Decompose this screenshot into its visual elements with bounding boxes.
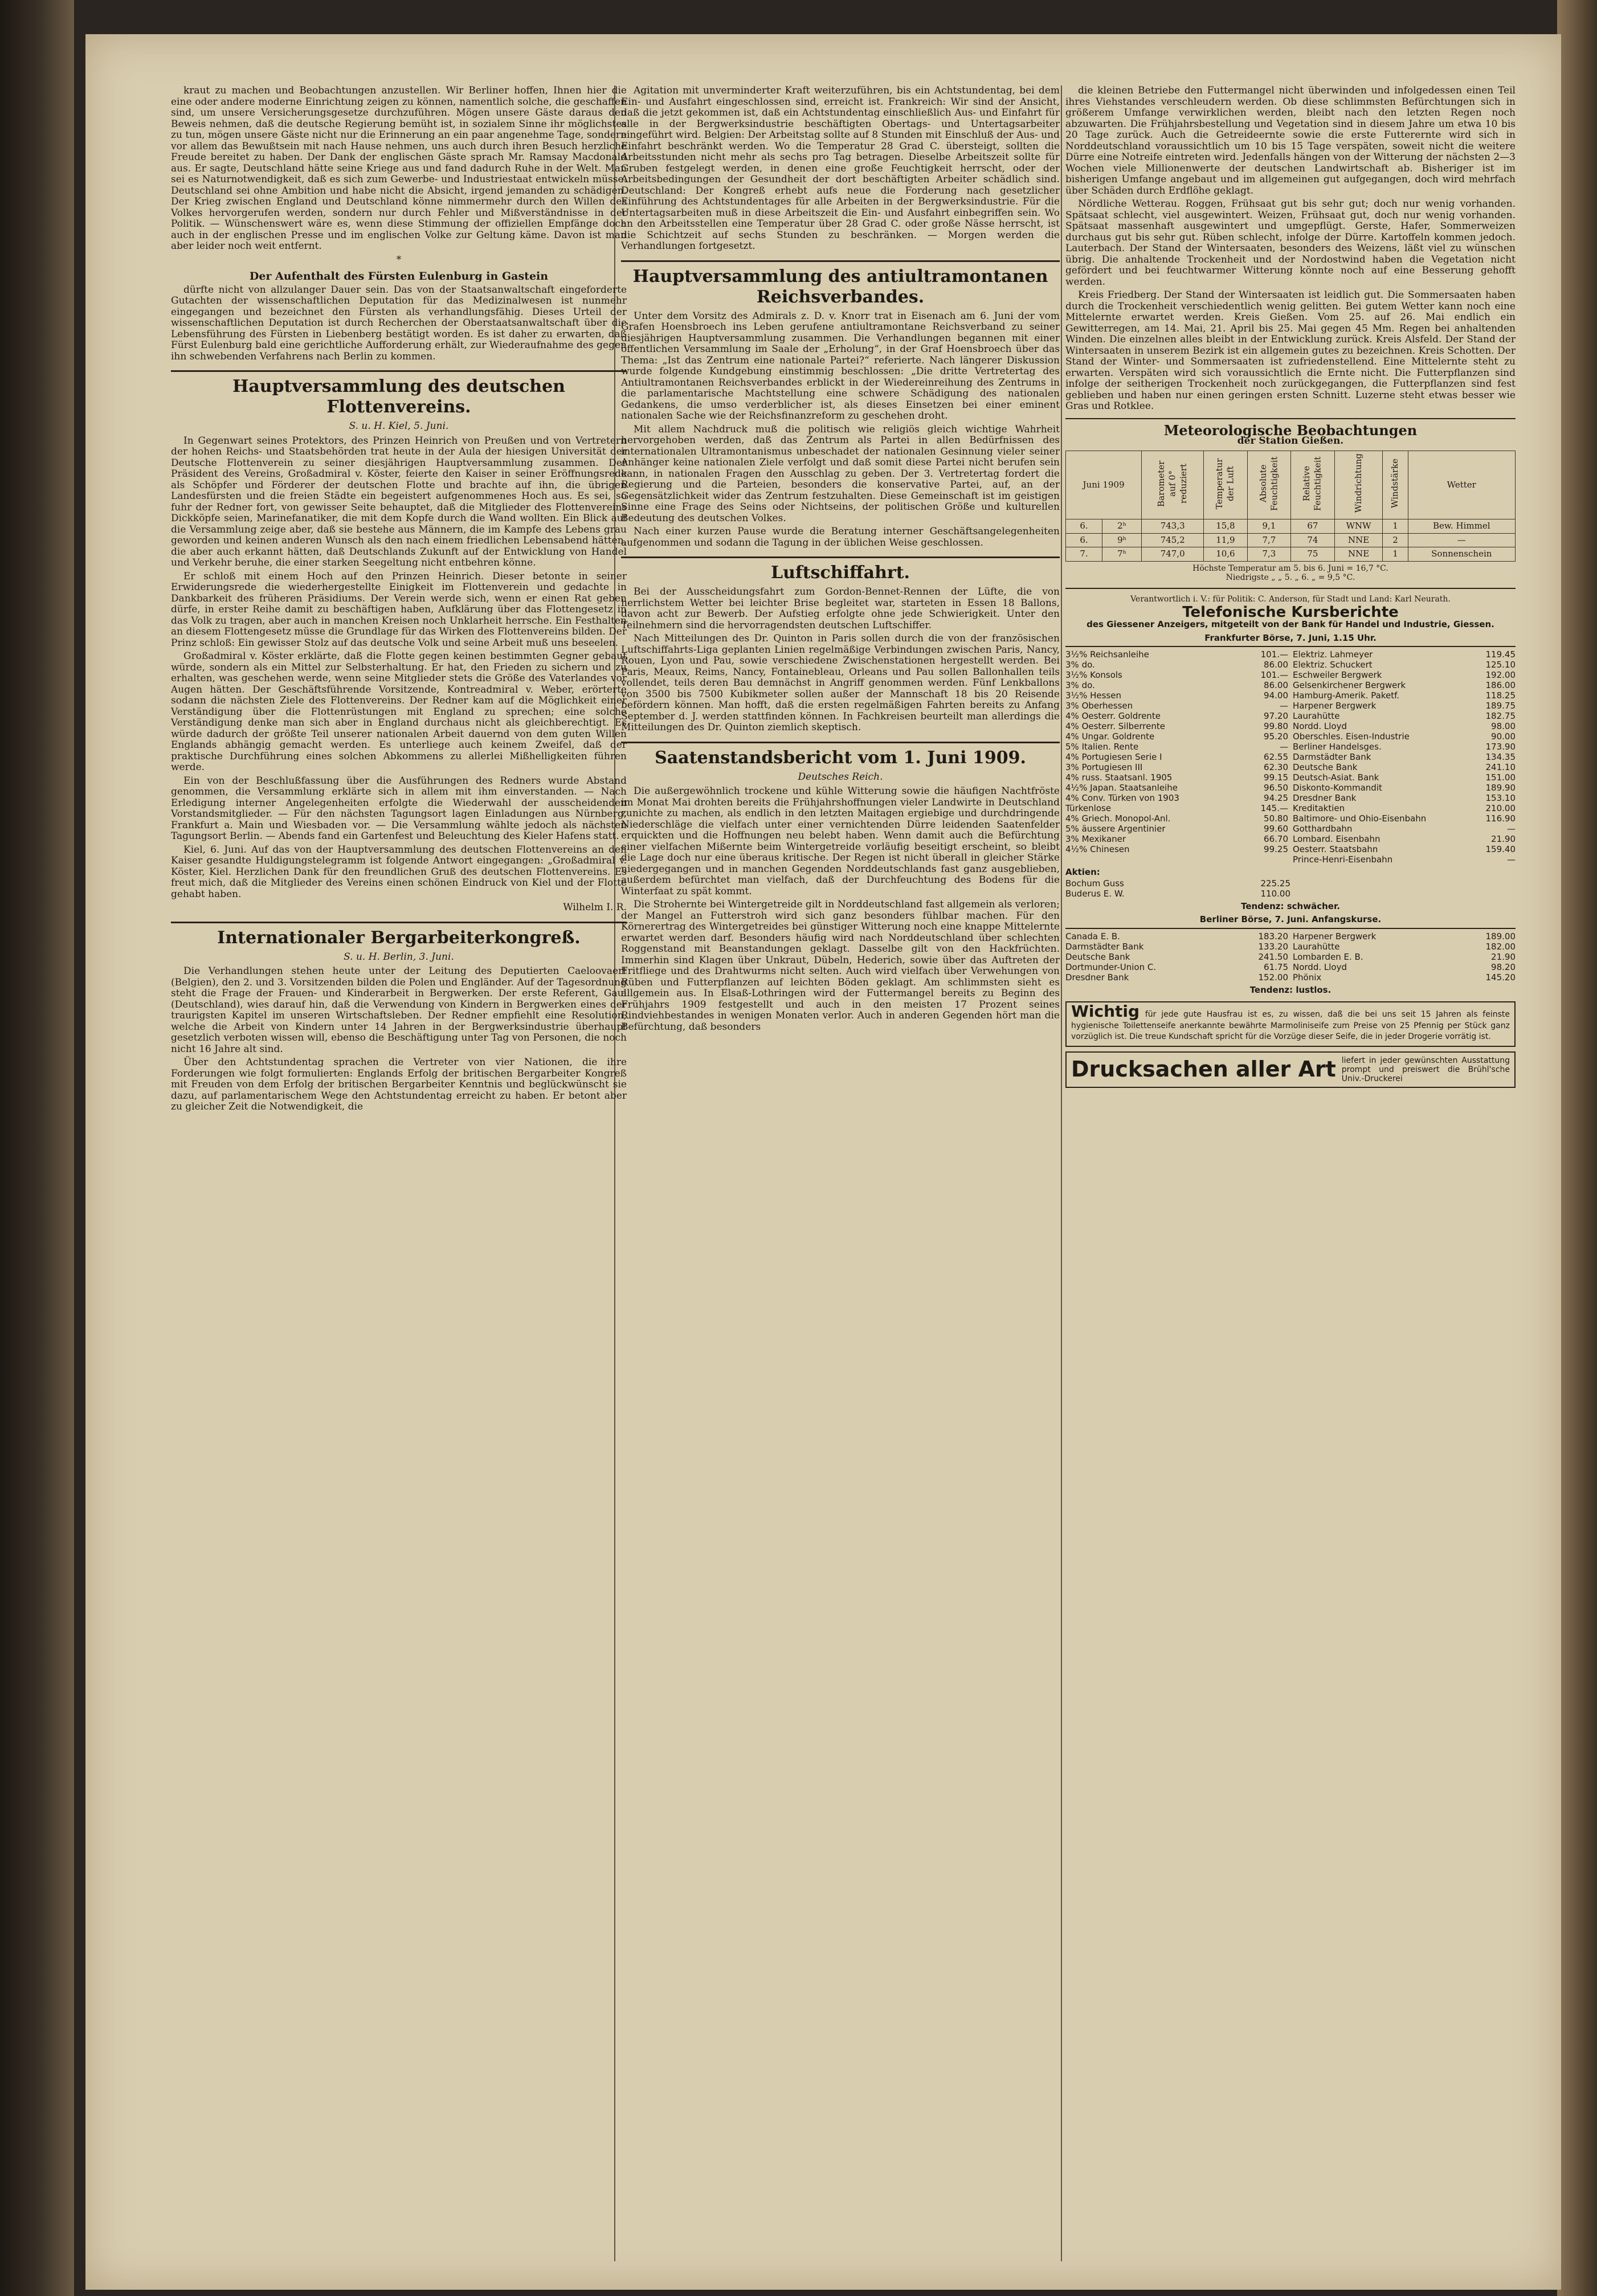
soap-advertisement bbox=[1065, 1001, 1516, 1047]
responsible-editors: Verantwortlich i. V.: für Politik: C. Anderson, für Stadt und Land: Karl Neurath. bbox=[1130, 594, 1451, 604]
meteorology-column-header: Barometer auf 0° reduziert bbox=[1142, 451, 1204, 519]
meteorology-cell: 2ʰ bbox=[1102, 519, 1141, 534]
quote-value: 189.75 bbox=[1485, 701, 1516, 711]
quote-row bbox=[1065, 952, 1288, 962]
frankfurt-quotes bbox=[1065, 646, 1516, 865]
quote-name: Harpener Bergwerk bbox=[1293, 931, 1377, 942]
meteorology-cell: 75 bbox=[1291, 547, 1335, 562]
meteorology-cell: 2 bbox=[1383, 533, 1408, 547]
meteorology-cell: 74 bbox=[1291, 533, 1335, 547]
bergarbeiter-paragraph: Über den Achtstundentag sprachen die Vertreter von vier Nationen, die ihre Forderungen wie folgt formulierten: Englands Erfolg der britischen Bergarbeiter Kongreß mit Freuden von dem Erfolg der britischen Bergarbeiter Kenntnis und beglückwünscht sie dazu, auf parlamentarischem Wege den Achtstundentag erreicht zu haben. Er betont aber zu gleicher Zeit die Notwendigkeit, die bbox=[171, 1057, 627, 1112]
meteorology-cell: NNE bbox=[1334, 533, 1383, 547]
frankfurt-heading: Frankfurter Börse, 7. Juni, 1.15 Uhr. bbox=[1204, 632, 1377, 643]
tendenz-berlin: Tendenz: lustlos. bbox=[1249, 984, 1331, 995]
quote-name: Baltimore- und Ohio-Eisenbahn bbox=[1293, 813, 1427, 824]
aktien-label: Aktien: bbox=[1065, 867, 1100, 877]
quote-name: Nordd. Lloyd bbox=[1293, 721, 1347, 731]
column-2 bbox=[621, 85, 1060, 2250]
quote-row bbox=[1293, 824, 1516, 834]
ad-text: für jede gute Hausfrau ist es, zu wissen, daß die bei uns seit 15 Jahren als feinste hygienische Toilettenseife anerkannte bewährte Marmoliniseife zum Preise von 25 Pfennig per Stück ganz vorzüglich ist. Die treue Kundschaft spricht für die Vorzüge dieser Seife, die in jeder Drogerie vorrätig ist. bbox=[1071, 1010, 1510, 1041]
bergarbeiter-heading: Internationaler Bergarbeiterkongreß. bbox=[171, 922, 627, 948]
meteorology-cell: 7,3 bbox=[1247, 547, 1291, 562]
meteorology-column-header: Windstärke bbox=[1383, 451, 1408, 519]
quote-row bbox=[1293, 670, 1516, 680]
quote-row bbox=[1065, 962, 1288, 972]
quote-name: Harpener Bergwerk bbox=[1293, 701, 1377, 711]
column-3 bbox=[1065, 85, 1516, 2250]
quote-value: 145.— bbox=[1260, 803, 1288, 813]
quote-name: 3½% Konsols bbox=[1065, 670, 1122, 680]
newspaper-page bbox=[85, 34, 1561, 2290]
quote-row bbox=[1293, 690, 1516, 701]
column-1 bbox=[171, 85, 627, 2250]
flottenverein-dateline: S. u. H. Kiel, 5. Juni. bbox=[349, 420, 449, 432]
meteorology-cell: Bew. Himmel bbox=[1408, 519, 1515, 534]
quote-value: 173.90 bbox=[1485, 742, 1516, 752]
berlin-heading: Berliner Börse, 7. Juni. Anfangskurse. bbox=[1199, 914, 1382, 924]
wetterau-report: Nördliche Wetterau. Roggen, Frühsaat gut bis sehr gut; doch nur wenig vorhanden. Spätsaat schlecht, viel ausgewintert. Weizen, Frühsaat gut, doch nur wenig vorhanden. Spätsaat massenhaft ausgewintert und umgepflügt. Gerste, Hafer, Sommerweizen durchaus gut bis sehr gut. Rüben schlecht, infolge der Dürre. Kartoffeln kommen jedoch. Lauterbach. Der Stand der Wintersaaten, besonders des Weizens, läßt viel zu wünschen übrig. Die anhaltende Trockenheit und der Nordostwind haben die Vegetation nicht gefördert und bei feuchtwarmer Witterung könnte noch auf eine Besserung gehofft werden. bbox=[1065, 198, 1516, 288]
quote-value: 125.10 bbox=[1485, 660, 1516, 670]
quote-value: 145.20 bbox=[1485, 972, 1516, 983]
meteorology-cell: 10,6 bbox=[1204, 547, 1248, 562]
quote-row bbox=[1065, 942, 1288, 952]
quote-value: 101.— bbox=[1260, 670, 1288, 680]
quote-row bbox=[1293, 834, 1516, 844]
stock-report bbox=[1065, 603, 1516, 996]
quote-row bbox=[1293, 680, 1516, 690]
quote-row bbox=[1293, 711, 1516, 721]
quote-name: Lombarden E. B. bbox=[1293, 951, 1363, 962]
printing-advertisement bbox=[1065, 1051, 1516, 1088]
quote-value: 189.90 bbox=[1485, 783, 1516, 793]
quote-name: 4½% Japan. Staatsanleihe bbox=[1065, 783, 1178, 793]
meteorology-column-header: Juni 1909 bbox=[1066, 451, 1142, 519]
meteorology-cell: 7ʰ bbox=[1102, 547, 1141, 562]
max-temperature: Höchste Temperatur am 5. bis 6. Juni = 16,7 °C. bbox=[1192, 563, 1388, 573]
quote-row bbox=[1293, 701, 1516, 711]
quote-name: 3½% Hessen bbox=[1065, 690, 1121, 701]
quote-name: Türkenlose bbox=[1065, 803, 1112, 813]
quote-row bbox=[1293, 649, 1516, 660]
meteorology-cell: 11,9 bbox=[1204, 533, 1248, 547]
flottenverein-heading: Hauptversammlung des deutschen Flottenvereins. bbox=[171, 370, 627, 418]
flottenverein-paragraph: In Gegenwart seines Protektors, des Prinzen Heinrich von Preußen und von Vertretern der hohen Reichs- und Staatsbehörden trat heute in der Aula der hiesigen Universität der Deutsche Flottenverein zu seiner diesjährigen Hauptversammlung zusammen. Der Präsident des Vereins, Großadmiral v. Köster, feierte den Kaiser in seiner Eröffnungsrede als Schöpfer und Förderer der deutschen Flotte und brachte auf ihn, die übrigen Landesfürsten und die freien Städte ein begeistert aufgenommenes Hoch aus. Es sei, so fuhr der Redner fort, von gewisser Seite behauptet, daß die Mitglieder des Flottenvereins Dickköpfe seien, Marinefanatiker, die mit dem Kopfe durch die Wand wollten. Ein Blick auf die Versammlung zeige aber, daß sie bestehe aus Männern, die im Kampfe des Lebens grau geworden und keinen anderen Wunsch als den nach einem friedlichen Lebensabend hätten, die aber auch erkannt hätten, daß Deutschlands Zukunft auf der Entwicklung von Handel und Verkehr beruhe, die einer starken Seegeltung nicht entbehren könne. bbox=[171, 435, 627, 568]
quote-name: Phönix bbox=[1293, 972, 1322, 983]
ad-headline: Wichtig bbox=[1071, 1002, 1140, 1021]
meteorology-title: Meteorologische Beobachtungen bbox=[1163, 421, 1418, 439]
divider bbox=[1065, 588, 1516, 589]
quote-value: 98.00 bbox=[1491, 721, 1516, 731]
quote-value: 110.00 bbox=[1260, 888, 1290, 899]
quote-row bbox=[1293, 854, 1516, 865]
quotes-left bbox=[1065, 649, 1288, 865]
flottenverein-paragraph: Kiel, 6. Juni. Auf das von der Hauptversammlung des deutschen Flottenvereins an den Kaiser gesandte Huldigungstelegramm ist folgende Antwort eingegangen: „Großadmiral v. Köster, Kiel. Herzlichen Dank für den freundlichen Gruß des deutschen Flottenvereins. Es freut mich, daß die Mitglieder des Vereins einen schönen Eindruck von Kiel und der Flotte gehabt haben. bbox=[171, 844, 627, 900]
quote-row bbox=[1293, 813, 1516, 824]
meteorology-table bbox=[1065, 451, 1516, 562]
meteorology-cell: 745,2 bbox=[1142, 533, 1204, 547]
section-star: * bbox=[396, 253, 402, 265]
quote-name: 5% äussere Argentinier bbox=[1065, 824, 1166, 834]
quote-row bbox=[1065, 813, 1288, 824]
saatenstand-paragraph: Die Strohernte bei Wintergetreide gilt in Norddeutschland fast allgemein als verloren; der Mangel an Futterstroh wird sich ganz besonders fühlbar machen. Für den Körnerertrag des Wintergetreides bei günstiger Witterung noch eine knappe Mittelernte erwartet werden darf. Besonders häufig wird nach Norddeutschland über schlechten Roggenstand mit Beanstandungen geklagt. Dasselbe gilt von den Hackfrüchten. Immerhin sind Klagen über Unkraut, Dübeln, Hederich, sowie über das Auftreten der Fritfliege und des Drahtwurms nicht selten. Auch wird vielfach über Verwehungen von Rüben und Futterpflanzen auf leichten Böden geklagt. Am schlimmsten sieht es allgemein aus. In Elsaß-Lothringen wird der Futtermangel bereits zu Beginn des Frühjahrs 1909 festgestellt und auch in den meisten 17 Prozent seines Rindviehbestandes in wenigen Monaten verlor. Auch in anderen Gegenden hört man die Befürchtung, daß besonders bbox=[621, 899, 1060, 1033]
quote-row bbox=[1293, 962, 1516, 972]
meteorology-column-header: Wetter bbox=[1408, 451, 1515, 519]
antiultramontan-paragraph: Unter dem Vorsitz des Admirals z. D. v. Knorr trat in Eisenach am 6. Juni der vom Grafen Hoensbroech ins Leben gerufene antiultramontane Reichsverband zu seiner diesjährigen Hauptversammlung zusammen. Die Verhandlungen begannen mit einer öffentlichen Versammlung im Saale der „Erholung“, in der Graf Hoensbroech über das Thema: „Ist das Zentrum eine nationale Partei?“ referierte. Nach längerer Diskussion wurde folgende Kundgebung einstimmig beschlossen: „Die dritte Vertretertag des Antiultramontanen Reichsverbandes erblickt in der Wiedereinreihung des Zentrums in die parlamentarische Machtstellung eine schwere Schädigung des nationalen Gedankens, die umso verderblicher ist, als dieses Einsetzen bei einer eminent nationalen Sache wie der Reichsfinanzreform zu geschehen droht. bbox=[621, 310, 1060, 421]
quote-name: Laurahütte bbox=[1293, 711, 1340, 721]
quote-value: 62.55 bbox=[1264, 752, 1288, 762]
quote-name: 3½% Reichsanleihe bbox=[1065, 649, 1149, 660]
quote-name: Berliner Handelsges. bbox=[1293, 742, 1382, 752]
luftschiffahrt-paragraph: Bei der Ausscheidungsfahrt zum Gordon-Bennet-Rennen der Lüfte, die von herrlichstem Wetter bei leichter Brise begleitet war, starteten in Essen 18 Ballons, davon acht zur Bewerb. Der Aufstieg erfolgte ohne jede Schwierigkeit. Unter den Teilnehmern sind die hervorragendsten deutschen Luftschiffer. bbox=[621, 586, 1060, 631]
quote-name: Darmstädter Bank bbox=[1293, 752, 1371, 762]
kaiser-signature: Wilhelm I. R. bbox=[563, 902, 627, 913]
quote-value: 101.— bbox=[1260, 649, 1288, 660]
quote-name: Oberschles. Eisen-Industrie bbox=[1293, 731, 1410, 742]
quote-value: 153.10 bbox=[1485, 793, 1516, 803]
quote-value: 182.00 bbox=[1485, 941, 1516, 952]
quote-name: Gelsenkirchener Bergwerk bbox=[1293, 680, 1406, 690]
quote-row bbox=[1065, 803, 1288, 813]
quote-value: 21.90 bbox=[1491, 951, 1516, 962]
eulenburg-heading: Der Aufenthalt des Fürsten Eulenburg in Gastein bbox=[249, 270, 549, 283]
eulenburg-text: dürfte nicht von allzulanger Dauer sein. Das von der Staatsanwaltschaft eingeforderte Gutachten der wissenschaftlichen Deputation für das Medizinalwesen ist nunmehr eingegangen und bezeichnet den Fürsten als verhandlungsfähig. Dieses Urteil der wissenschaftlichen Deputation ist durch Recherchen der Oberstaatsanwaltschaft über die Lebensführung des Fürsten in Liebenberg bestätigt worden. Es ist daher zu erwarten, daß Fürst Eulenburg bald eine gerichtliche Aufforderung erhält, zur Wiederaufnahme des gegen ihn schwebenden Verfahrens nach Berlin zu kommen. bbox=[171, 284, 627, 362]
quote-name: Diskonto-Kommandit bbox=[1293, 783, 1382, 793]
quote-row bbox=[1293, 772, 1516, 783]
quote-name: Canada E. B. bbox=[1065, 931, 1120, 942]
quote-row bbox=[1065, 931, 1288, 942]
meteorology-row bbox=[1066, 533, 1516, 547]
quote-row bbox=[1065, 660, 1288, 670]
quote-value: 186.00 bbox=[1485, 680, 1516, 690]
quote-row bbox=[1065, 721, 1288, 731]
saatenstand-continued: die kleinen Betriebe den Futtermangel nicht überwinden und infolgedessen einen Teil ihres Viehstandes verschleudern werden. Ob diese schlimmsten Befürchtungen sich in größerem Umfange verwirklichen werden, bleibt nach den letzten Regen noch abzuwarten. Die Frühjahrsbestellung und Vegetation sind in diesem Jahre um etwa 10 bis 20 Tage zurück. Auch die Getreideernte sowie die erste Futterernte wird sich in Norddeutschland voraussichtlich um 10 bis 15 Tage verspäten, soweit nicht die weitere Dürre eine Notreife eintreten wird. Jedenfalls hängen von der Witterung der nächsten 2—3 Wochen viele Millionenwerte der deutschen Landwirtschaft ab. Bisheriger ist im bisherigen Umfange angebaut und im allgemeinen gut aufgegangen, doch wird mehrfach über Schäden durch Erdflöhe geklagt. bbox=[1065, 85, 1516, 197]
quote-value: 95.20 bbox=[1264, 731, 1288, 742]
antiultramontan-heading: Hauptversammlung des antiultramontanen Reichsverbandes. bbox=[621, 260, 1060, 308]
quote-value: 99.15 bbox=[1264, 772, 1288, 783]
quote-row bbox=[1293, 844, 1516, 854]
adjacent-page-edge bbox=[1557, 0, 1597, 2296]
meteorology-subtitle: der Station Gießen. bbox=[1237, 435, 1344, 447]
quote-name: 4% Oesterr. Goldrente bbox=[1065, 711, 1161, 721]
quote-row bbox=[1293, 742, 1516, 752]
quote-value: 151.00 bbox=[1485, 772, 1516, 783]
quote-name: 4% Portugiesen Serie I bbox=[1065, 752, 1162, 762]
quote-value: 62.30 bbox=[1264, 762, 1288, 772]
flottenverein-paragraph: Ein von der Beschlußfassung über die Ausführungen des Redners wurde Abstand genommen, die Versammlung erklärte sich in allem mit ihm einverstanden. — Nach Erledigung interner Angelegenheiten erfolgte die Wiederwahl der ausscheidenden Vorstandsmitglieder. — Für den nächsten Tagungsort lagen Einladungen aus Nürnberg, Frankfurt a. Main und Wiesbaden vor. — Die Versammlung wählte jedoch als nächsten Tagungsort Berlin. — Abends fand ein Gartenfest und Beleuchtung des Kieler Hafens statt. bbox=[171, 775, 627, 842]
quote-name: Buderus E. W. bbox=[1065, 888, 1125, 899]
quote-row bbox=[1065, 670, 1288, 680]
bergarbeiter-paragraph: Die Verhandlungen stehen heute unter der Leitung des Deputierten Caeloovaert (Belgien), den 2. und 3. Vorsitzenden bilden die Polen und Engländer. Auf der Tagesordnung steht die Frage der Frauen- und Kinderarbeit in Bergwerken. Der erste Referent, Gaul (Deutschland), wies darauf hin, daß die Verwendung von Kindern in Bergwerken eines der traurigsten Kapitel im unseren Wirtschaftsleben. Der Redner empfiehlt eine Resolution, welche die Arbeit von Kindern unter 14 Jahren in der Bergwerksindustrie überhaupt gesetzlich verboten wissen will, ebenso die Beschäftigung unter Tag von Personen, die noch nicht 16 Jahre alt sind. bbox=[171, 965, 627, 1055]
quote-row bbox=[1293, 952, 1516, 962]
quote-value: 159.40 bbox=[1485, 844, 1516, 854]
meteorology-cell: 7. bbox=[1066, 547, 1102, 562]
meteorology-column-header: Relative Feuchtigkeit bbox=[1291, 451, 1335, 519]
quote-value: 50.80 bbox=[1264, 813, 1288, 824]
quote-row bbox=[1293, 942, 1516, 952]
stock-report-title: Telefonische Kursberichte bbox=[1182, 603, 1399, 621]
quote-name: Prince-Henri-Eisenbahn bbox=[1293, 854, 1393, 865]
kreise-report: Kreis Friedberg. Der Stand der Wintersaaten ist leidlich gut. Die Sommersaaten haben durch die Trockenheit verschiedentlich wenig gelitten. Bei gutem Wetter kann noch eine Mittelernte erwartet werden. Kreis Gießen. Vom 25. auf 26. Mai endlich ein Gewitterregen, am 14. Mai, 21. April bis 25. Mai gegen 45 Mm. Regen bei anhaltenden Winden. Die einzelnen alles bleibt in der Entwicklung zurück. Kreis Alsfeld. Der Stand der Wintersaaten in unserem Bezirk ist ein allgemein gutes zu bezeichnen. Kreis Schotten. Der Stand der Winter- und Sommersaaten ist zufriedenstellend. Eine Mittelernte steht zu erwarten. Verspäten wird sich voraussichtlich die Ernte nicht. Die Futterpflanzen sind infolge der seitherigen Trockenheit noch zurückgegangen, die Futterpflanzen sind fest geblieben und haben nur einen geringen ersten Schnitt. Luzerne steht etwas besser wie Gras und Rotklee. bbox=[1065, 289, 1516, 412]
quote-row bbox=[1293, 793, 1516, 803]
quote-name: 4% russ. Staatsanl. 1905 bbox=[1065, 772, 1173, 783]
quote-value: 98.20 bbox=[1491, 961, 1516, 972]
quote-value: 210.00 bbox=[1485, 803, 1516, 813]
meteorology-row bbox=[1066, 519, 1516, 534]
quote-name: 4% Conv. Türken von 1903 bbox=[1065, 793, 1179, 803]
quote-value: 134.35 bbox=[1485, 752, 1516, 762]
meteorology-cell: NNE bbox=[1334, 547, 1383, 562]
quote-name: Oesterr. Staatsbahn bbox=[1293, 844, 1378, 854]
meteorology-cell: 1 bbox=[1383, 519, 1408, 534]
meteorology-cell: 747,0 bbox=[1142, 547, 1204, 562]
quote-row bbox=[1065, 711, 1288, 721]
tendenz-frankfurt: Tendenz: schwächer. bbox=[1241, 901, 1340, 911]
quote-value: 152.00 bbox=[1258, 972, 1288, 983]
quote-name: Elektriz. Lahmeyer bbox=[1293, 649, 1373, 660]
quote-value: 21.90 bbox=[1491, 834, 1516, 844]
quote-name: 4% Oesterr. Silberrente bbox=[1065, 721, 1165, 731]
quote-value: 225.25 bbox=[1260, 878, 1290, 889]
luftschiffahrt-paragraph: Nach Mitteilungen des Dr. Quinton in Paris sollen durch die von der französischen Luftschiffahrts-Liga geplanten Linien regelmäßige Verbindungen zwischen Paris, Nancy, Rouen, Lyon und Pau, sowie verschiedene Zwischenstationen hergestellt werden. Bei Paris, Meaux, Reims, Nancy, Fontainebleau, Orleans und Pau sollen Ballonhallen teils vollendet, teils deren Bau demnächst in Angriff genommen werden. Fünf Lenkballons von 3500 bis 7500 Kubikmeter sollen außer der Mannschaft 18 bis 20 Reisende befördern können. Man hofft, daß die ersten regelmäßigen Fahrten bereits zu Anfang September d. J. werden stattfinden können. In Fachkreisen beurteilt man allerdings die Mitteilungen des Dr. Quinton ziemlich skeptisch. bbox=[621, 633, 1060, 733]
meteorology-cell: Sonnenschein bbox=[1408, 547, 1515, 562]
quote-row bbox=[1065, 878, 1290, 889]
aktien-list bbox=[1065, 878, 1290, 899]
quote-value: 192.00 bbox=[1485, 670, 1516, 680]
quote-name: Elektriz. Schuckert bbox=[1293, 660, 1373, 670]
quote-value: 189.00 bbox=[1485, 931, 1516, 942]
meteorology-cell: 9,1 bbox=[1247, 519, 1291, 534]
quote-row bbox=[1065, 972, 1288, 983]
quote-row bbox=[1065, 731, 1288, 742]
meteorology-cell: 9ʰ bbox=[1102, 533, 1141, 547]
quote-value: 116.90 bbox=[1485, 813, 1516, 824]
quote-row bbox=[1065, 649, 1288, 660]
berlin-quotes bbox=[1065, 928, 1516, 983]
quote-row bbox=[1293, 783, 1516, 793]
quote-row bbox=[1065, 824, 1288, 834]
meteorology-cell: 1 bbox=[1383, 547, 1408, 562]
meteorology-row bbox=[1066, 547, 1516, 562]
quote-name: Dresdner Bank bbox=[1065, 972, 1129, 983]
luftschiffahrt-heading: Luftschiffahrt. bbox=[621, 556, 1060, 583]
quote-value: 183.20 bbox=[1258, 931, 1288, 942]
quote-value: — bbox=[1280, 701, 1288, 711]
quote-name: Kreditaktien bbox=[1293, 803, 1345, 813]
divider bbox=[1065, 418, 1516, 419]
quote-value: 86.00 bbox=[1264, 680, 1288, 690]
saatenstand-paragraph: Die außergewöhnlich trockene und kühle Witterung sowie die häufigen Nachtfröste im Monat Mai drohten bereits die Frühjahrshoffnungen vieler Landwirte in Deutschland zunichte zu machen, als endlich in den letzten Maitagen ergiebige und durchdringende Niederschläge die vielfach unter einer vernichtenden Dürre leidenden Saatenfelder erquickten und die Hoffnungen neu belebt haben. Wenn damit auch die Befürchtung einer vielfachen Mißernte beim Wintergetreide vorläufig beseitigt erscheint, so bleibt die Lage doch nur eine überaus kritische. Der Regen ist nicht überall in gleicher Stärke niedergegangen und in manchen Gegenden Norddeutschlands fast ganz ausgeblieben, außerdem befürchtet man vielfach, daß der Durchfeuchtung des Bodens für die Winterfaat zu spät kommt. bbox=[621, 785, 1060, 897]
quote-row bbox=[1065, 752, 1288, 762]
meteorology-cell: 743,3 bbox=[1142, 519, 1204, 534]
quote-value: — bbox=[1507, 824, 1516, 834]
bergarbeiter-continued: Agitation mit unverminderter Kraft weiterzuführen, bis ein Achtstundentag, bei dem Ein- und Ausfahrt eingeschlossen sind, erreicht ist. Frankreich: Wir sind der Ansicht, daß die jetzt gekommen ist, daß ein Achtstundentag einschließlich Aus- und Einfahrt für alle in der Bergwerksindustrie beschäftigten Obertags- und Untertagsarbeiter eingeführt wird. Belgien: Der Arbeitstag sollte auf 8 Stunden mit Einschluß der Aus- und Einfahrt beschränkt werden. Wo die Temperatur 28 Grad C. übersteigt, sollten die Arbeitsstunden nicht mehr als sechs pro Tag betragen. Dieselbe Arbeitszeit sollte für Gruben festgelegt werden, in denen eine große Feuchtigkeit herrscht, oder der Arbeitsbedingungen der Gesundheit der dort beschäftigten Arbeiter schädlich sind. Deutschland: Der Kongreß erhebt aufs neue die Forderung nach gesetzlicher Einführung des Achtstundentages für alle Arbeiten in der Bergwerksindustrie. Für die Untertagsarbeiten muß in diese Arbeitszeit die Ein- und Ausfahrt einbegriffen sein. Wo an den Arbeitsstellen eine Temperatur über 28 Grad C. oder große Nässe herrscht, ist die Schichtzeit auf sechs Stunden zu beschränken. — Morgen werden die Verhandlungen fortgesetzt. bbox=[621, 85, 1060, 252]
quote-value: — bbox=[1507, 854, 1516, 865]
quote-value: 119.45 bbox=[1485, 649, 1516, 660]
quote-name: Hamburg-Amerik. Paketf. bbox=[1293, 690, 1400, 701]
quote-name: Gotthardbahn bbox=[1293, 824, 1353, 834]
quote-row bbox=[1293, 660, 1516, 670]
meteorology-cell: 7,7 bbox=[1247, 533, 1291, 547]
quote-value: 99.60 bbox=[1264, 824, 1288, 834]
bergarbeiter-dateline: S. u. H. Berlin, 3. Juni. bbox=[344, 951, 454, 963]
quote-row bbox=[1065, 772, 1288, 783]
flottenverein-paragraph: Großadmiral v. Köster erklärte, daß die Flotte gegen keinen bestimmten Gegner gebaut würde, sondern als ein Mittel zur Selbsterhaltung. Er hat, den Frieden zu sichern und zu erhalten, was geschehen werde, wenn seine Mitglieder stets die Größe des Vaterlandes vor Augen hätten. Der Geschäftsführende Vorsitzende, Kontreadmiral v. Weber, erörterte sodann die nächsten Ziele des Flottenvereins. Der Redner kam auf die Möglichkeit einer Verständigung über die Flottenrüstungen mit England zu sprechen; eine solche Verständigung denke man sich aber in England durchaus nicht als gleichberechtigt. Es würde dadurch der größte Teil unserer nationalen Arbeit dauernd von dem guten Willen Englands abhängig gemacht werden. Es unterliege auch keinem Zweifel, daß der praktische Durchführung eines solchen Abkommens zu allerlei Mißhelligkeiten führen werde. bbox=[171, 650, 627, 773]
quote-value: 66.70 bbox=[1264, 834, 1288, 844]
meteorology-cell: 67 bbox=[1291, 519, 1335, 534]
quote-value: 94.25 bbox=[1264, 793, 1288, 803]
quote-row bbox=[1293, 803, 1516, 813]
quote-value: 133.20 bbox=[1258, 941, 1288, 952]
quote-row bbox=[1293, 762, 1516, 772]
quote-name: Lombard. Eisenbahn bbox=[1293, 834, 1380, 844]
quote-name: Laurahütte bbox=[1293, 941, 1340, 952]
quote-value: — bbox=[1280, 742, 1288, 752]
quotes-right bbox=[1293, 931, 1516, 983]
quote-row bbox=[1065, 783, 1288, 793]
quote-name: 5% Italien. Rente bbox=[1065, 742, 1139, 752]
quote-name: Eschweiler Bergwerk bbox=[1293, 670, 1382, 680]
antiultramontan-paragraph: Nach einer kurzen Pause wurde die Beratung interner Geschäftsangelegenheiten aufgenommen und sodann die Tagung in der üblichen Weise geschlossen. bbox=[621, 526, 1060, 549]
quote-value: 99.80 bbox=[1264, 721, 1288, 731]
antiultramontan-paragraph: Mit allem Nachdruck muß die politisch wie religiös gleich wichtige Wahrheit hervorgehoben werden, daß das Zentrum als Partei in allen Bedürfnissen des internationalen Ultramontanismus unbeschadet der nationalen Gesinnung vieler seiner Anhänger keine nationalen Ziele verfolgt und daß somit diese Partei nicht berufen sein kann, in nationalen Fragen den Ausschlag zu geben. Der 3. Vertretertag fordert die Regierung und die Parteien, besonders die konservative Partei, auf, an der Gegensätzlichkeit wider das Zentrum festzuhalten. Diese Gemeinschaft ist im geistigen Sinne eine Frage des Seins oder Nichtseins, der politischen Größe und kulturellen Bedeutung des deutschen Volkes. bbox=[621, 423, 1060, 524]
quote-value: 61.75 bbox=[1264, 961, 1288, 972]
quote-row bbox=[1065, 793, 1288, 803]
quote-name: 3% Portugiesen III bbox=[1065, 762, 1143, 772]
quotes-right bbox=[1293, 649, 1516, 865]
quote-name: 4½% Chinesen bbox=[1065, 844, 1130, 854]
meteorology-cell: WNW bbox=[1334, 519, 1383, 534]
quote-name: Bochum Guss bbox=[1065, 878, 1124, 889]
quote-name: Deutsche Bank bbox=[1065, 951, 1130, 962]
quote-row bbox=[1065, 680, 1288, 690]
quote-value: 241.10 bbox=[1485, 762, 1516, 772]
meteorology-cell: — bbox=[1408, 533, 1515, 547]
quote-name: Deutsche Bank bbox=[1293, 762, 1358, 772]
min-temperature: Niedrigste „ „ 5. „ 6. „ = 9,5 °C. bbox=[1226, 572, 1355, 582]
quote-name: 3% do. bbox=[1065, 680, 1095, 690]
meteorology-cell: 6. bbox=[1066, 519, 1102, 534]
quote-name: 3% do. bbox=[1065, 660, 1095, 670]
meteorology-column-header: Temperatur der Luft bbox=[1204, 451, 1248, 519]
quote-row bbox=[1293, 972, 1516, 983]
quote-name: 3% Mexikaner bbox=[1065, 834, 1126, 844]
quote-value: 97.20 bbox=[1264, 711, 1288, 721]
intro-paragraph: kraut zu machen und Beobachtungen anzustellen. Wir Berliner hoffen, Ihnen hier die eine oder andere moderne Einrichtung zeigen zu können, namentlich solche, die geschaffen sind, um unsere Versicherungsgesetze durchzuführen. Mögen unsere Gäste daraus den Beweis nehmen, daß die deutsche Regierung bemüht ist, in sozialem Sinne ihr möglichstes zu tun, mögen unsere Gäste nicht nur die Erinnerung an ein paar angenehme Tage, sondern vor allem das Bewußtsein mit nach Hause nehmen, uns auch durch ihren Besuch herzliche Freude bereitet zu haben. Der Dank der englischen Gäste sprach Mr. Ramsay Macdonald aus. Er sagte, Deutschland hätte seine Kriege aus und fand dadurch Ruhe in der Welt. Man sei es Naturnotwendigkeit, daß es sich zum Gewerbe- und Industriestaat entwickeln müsse. Deutschland sei ohne Ambition und habe nicht die Absicht, irgend jemanden zu schädigen. Der Krieg zwischen England und Deutschland könne nimmermehr durch den Willen des Volkes hervorgerufen werden, sondern nur durch Fehler und Mißverständnisse in der Politik. — Wünschenswert wäre es, wenn diese Stimmung der offiziellen Empfänge doch auch in der englischen Presse und im englischen Volke zur Geltung käme. Davon ist man aber leider noch weit entfernt. bbox=[171, 85, 627, 252]
meteorology-column-header: Windrichtung bbox=[1334, 451, 1383, 519]
quote-value: 96.50 bbox=[1264, 783, 1288, 793]
quote-row bbox=[1065, 844, 1288, 854]
quote-row bbox=[1293, 731, 1516, 742]
quote-row bbox=[1065, 762, 1288, 772]
meteorology-cell: 15,8 bbox=[1204, 519, 1248, 534]
quote-row bbox=[1065, 889, 1290, 899]
ad-headline: Drucksachen aller Art bbox=[1071, 1056, 1336, 1082]
quote-row bbox=[1065, 690, 1288, 701]
quote-row bbox=[1293, 721, 1516, 731]
quote-value: 94.00 bbox=[1264, 690, 1288, 701]
meteorology-column-header: Absolute Feuchtigkeit bbox=[1247, 451, 1291, 519]
saatenstand-heading: Saatenstandsbericht vom 1. Juni 1909. bbox=[621, 742, 1060, 768]
quote-name: Nordd. Lloyd bbox=[1293, 961, 1347, 972]
book-binding-left bbox=[0, 0, 74, 2296]
quote-value: 241.50 bbox=[1258, 951, 1288, 962]
quote-row bbox=[1065, 834, 1288, 844]
quote-name: 4% Ungar. Goldrente bbox=[1065, 731, 1155, 742]
quote-name: 4% Griech. Monopol-Anl. bbox=[1065, 813, 1171, 824]
quote-value: 182.75 bbox=[1485, 711, 1516, 721]
flottenverein-paragraph: Er schloß mit einem Hoch auf den Prinzen Heinrich. Dieser betonte in seiner Erwiderungsrede die wiederhergestellte Einigkeit im Flottenverein und gedachte in Dankbarkeit des früheren Präsidiums. Der Verein werde sich, wenn er einen Rat geben dürfe, in erster Reihe damit zu beschäftigen haben, Aufklärung über das Flottengesetz in das Volk zu tragen, aber auch in manchen Kreisen noch Unklarheit herrsche. Ein Festhalten an diesem Flottengesetz müsse die Grundlage für das Wirken des Flottenvereins bilden. Der Prinz schloß: Ein gewisser Stolz auf das deutsche Volk und seine Arbeit muß uns beseelen. bbox=[171, 570, 627, 649]
stock-report-subtitle: des Giessener Anzeigers, mitgeteilt von der Bank für Handel und Industrie, Giessen. bbox=[1087, 619, 1494, 629]
ad-text: liefert in jeder gewünschten Ausstattung prompt und preiswert die Brühl'sche Univ.-Druckerei bbox=[1341, 1055, 1510, 1083]
quote-value: 118.25 bbox=[1485, 690, 1516, 701]
quote-row bbox=[1293, 752, 1516, 762]
meteorology-cell: 6. bbox=[1066, 533, 1102, 547]
quote-value: 90.00 bbox=[1491, 731, 1516, 742]
column-rule bbox=[1061, 85, 1062, 2261]
quote-name: Dresdner Bank bbox=[1293, 793, 1357, 803]
quote-row bbox=[1065, 742, 1288, 752]
quote-name: Deutsch-Asiat. Bank bbox=[1293, 772, 1379, 783]
quotes-left bbox=[1065, 931, 1288, 983]
quote-value: 99.25 bbox=[1264, 844, 1288, 854]
quote-name: 3% Oberhessen bbox=[1065, 701, 1133, 711]
quote-value: 86.00 bbox=[1264, 660, 1288, 670]
quote-row bbox=[1293, 931, 1516, 942]
saatenstand-subheading: Deutsches Reich. bbox=[798, 771, 883, 783]
quote-name: Dortmunder-Union C. bbox=[1065, 961, 1157, 972]
quote-name: Darmstädter Bank bbox=[1065, 941, 1144, 952]
quote-row bbox=[1065, 701, 1288, 711]
